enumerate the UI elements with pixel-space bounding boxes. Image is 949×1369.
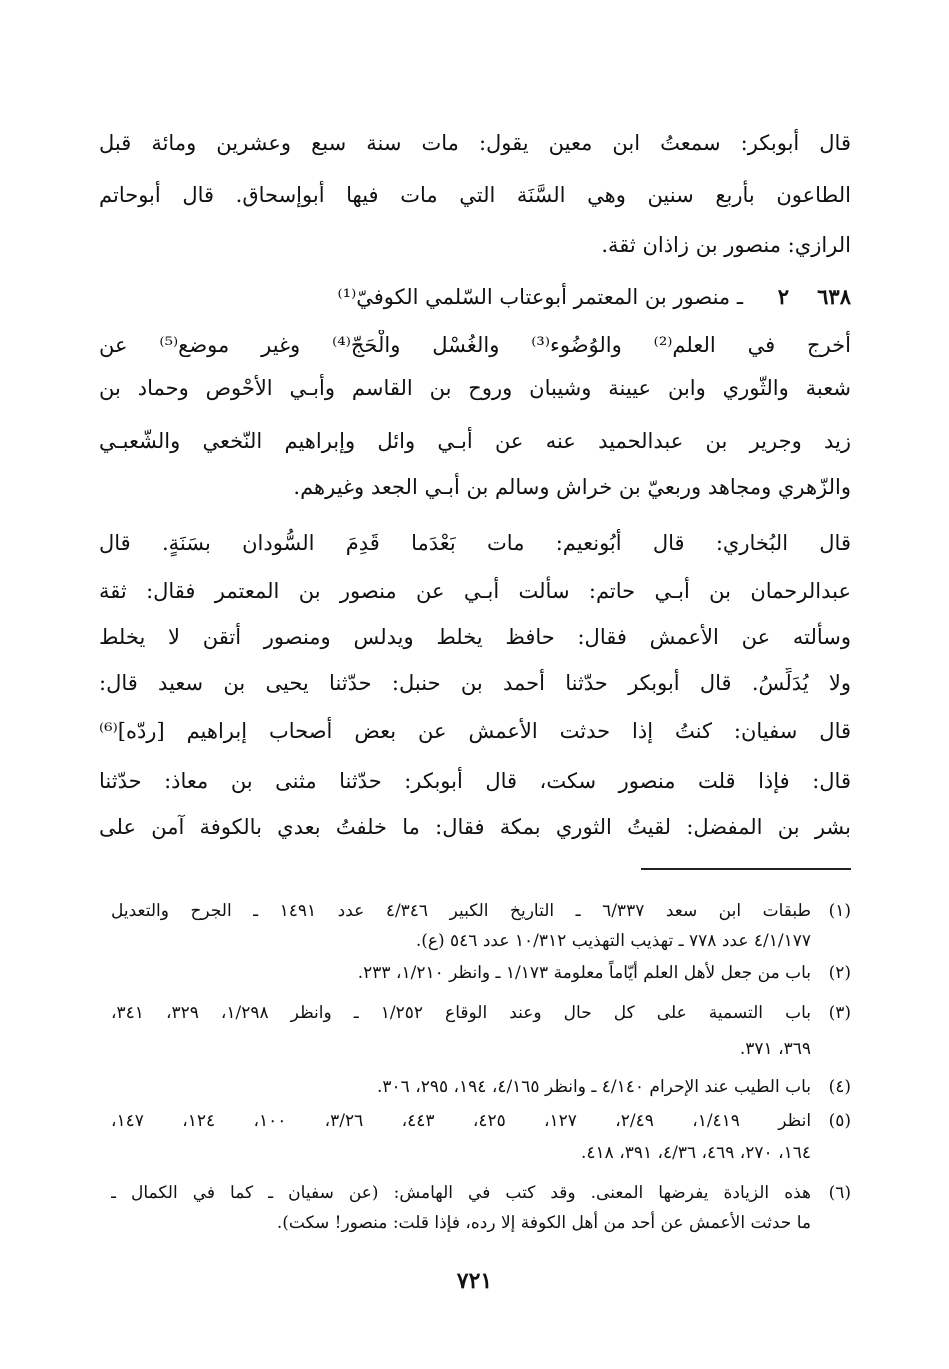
footnote-line: ١٦٤، ٢٧٠، ٤٦٩، ٤/٣٦، ٣٩١، ٤١٨. bbox=[580, 1143, 811, 1163]
page-number: ٧٢١ bbox=[456, 1268, 493, 1294]
footnote-line: طبقات ابن سعد ٦/٣٣٧ ـ التاريخ الكبير ٤/٣٤٦ عدد ١٤٩١ ـ الجرح والتعديل bbox=[111, 901, 811, 921]
text-line: قال سفيان: كنتُ إذا حدثت الأعمش عن بعض أصحاب إبراهيم [ردّه]⁽⁶⁾ bbox=[99, 719, 851, 743]
footnote-line: ٣٦٩، ٣٧١. bbox=[739, 1039, 811, 1059]
footnote-line: باب التسمية على كل حال وعند الوقاع ١/٢٥٢ ـ وانظر ١/٢٩٨، ٣٢٩، ٣٤١، bbox=[111, 1003, 811, 1023]
text-line: وسألته عن الأعمش فقال: حافظ يخلط ويدلس ومنصور أتقن لا يخلط bbox=[99, 625, 851, 649]
footnote-number: (٥) bbox=[828, 1111, 851, 1131]
entry-sub-number: ٢ bbox=[777, 284, 789, 309]
footnote-number: (١) bbox=[828, 901, 851, 921]
footnote-number: (٣) bbox=[828, 1003, 851, 1023]
text-line: والزّهري ومجاهد وربعيّ بن خراش وسالم بن أبـي الجعد وغيرهم. bbox=[293, 475, 851, 499]
footnote-line: ما حدثت الأعمش عن أحد من أهل الكوفة إلا رده، فإذا قلت: منصور! سكت). bbox=[276, 1213, 811, 1233]
footnote-number: (٤) bbox=[828, 1077, 851, 1097]
text-line: قال البُخاري: قال أبُونعيم: مات بَعْدَما قَدِمَ السُّودان بسَنَةٍ. قال bbox=[99, 531, 851, 555]
text-line: الطاعون بأربع سنين وهي السَّنَة التي مات فيها أبوإسحاق. قال أبوحاتم bbox=[99, 183, 851, 207]
text-line: ولا يُدَلِّسُ. قال أبوبكر حدّثنا أحمد بن حنبل: حدّثنا يحيى بن سعيد قال: bbox=[99, 671, 851, 695]
entry-number: ٦٣٨ bbox=[817, 284, 851, 309]
text-line: شعبة والثّوري وابن عيينة وشيبان وروح بن القاسم وأبـي الأحْوص وحماد بن bbox=[99, 376, 851, 400]
text-line: قال أبوبكر: سمعتُ ابن معين يقول: مات سنة سبع وعشرين ومائة قبل bbox=[99, 131, 851, 155]
text-line: أخرج في العلم⁽²⁾ والوُضُوء⁽³⁾ والغُسْل والْحَجّ⁽⁴⁾ وغير موضع⁽⁵⁾ عن bbox=[99, 333, 851, 357]
text-line: قال: فإذا قلت منصور سكت، قال أبوبكر: حدّثنا مثنى بن معاذ: حدّثنا bbox=[99, 769, 851, 793]
footnote-line: انظر ١/٤١٩، ٢/٤٩، ١٢٧، ٤٢٥، ٤٤٣، ٣/٢٦، ١٠٠، ١٢٤، ١٤٧، bbox=[111, 1111, 811, 1131]
text-line: زيد وجرير بن عبدالحميد عنه عن أبـي وائل وإبراهيم النّخعي والشّعبـي bbox=[99, 429, 851, 453]
footnote-line: ٤/١/١٧٧ عدد ٧٧٨ ـ تهذيب التهذيب ١٠/٣١٢ عدد ٥٤٦ (ع). bbox=[415, 931, 811, 951]
footnote-separator bbox=[641, 868, 851, 870]
footnote-line: هذه الزيادة يفرضها المعنى. وقد كتب في الهامش: (عن سفيان ـ كما في الكمال ـ bbox=[111, 1183, 811, 1203]
footnote-line: باب من جعل لأهل العلم أيّاماً معلومة ١/١٧٣ ـ وانظر ١/٢١٠، ٢٣٣. bbox=[357, 963, 811, 983]
text-line: عبدالرحمان بن أبـي حاتم: سألت أبـي عن منصور بن المعتمر فقال: ثقة bbox=[99, 579, 851, 603]
text-line: الرازي: منصور بن زاذان ثقة. bbox=[601, 233, 851, 257]
text-line: بشر بن المفضل: لقيتُ الثوري بمكة فقال: ما خلفتُ بعدي بالكوفة آمن على bbox=[99, 815, 851, 839]
footnote-line: باب الطيب عند الإحرام ٤/١٤٠ ـ وانظر ٤/١٦٥، ١٩٤، ٢٩٥، ٣٠٦. bbox=[377, 1077, 811, 1097]
footnote-number: (٢) bbox=[828, 963, 851, 983]
footnote-number: (٦) bbox=[828, 1183, 851, 1203]
entry-heading bbox=[99, 282, 851, 312]
entry-title: ـ منصور بن المعتمر أبوعتاب السّلمي الكوفيّ⁽¹⁾ bbox=[337, 285, 743, 309]
